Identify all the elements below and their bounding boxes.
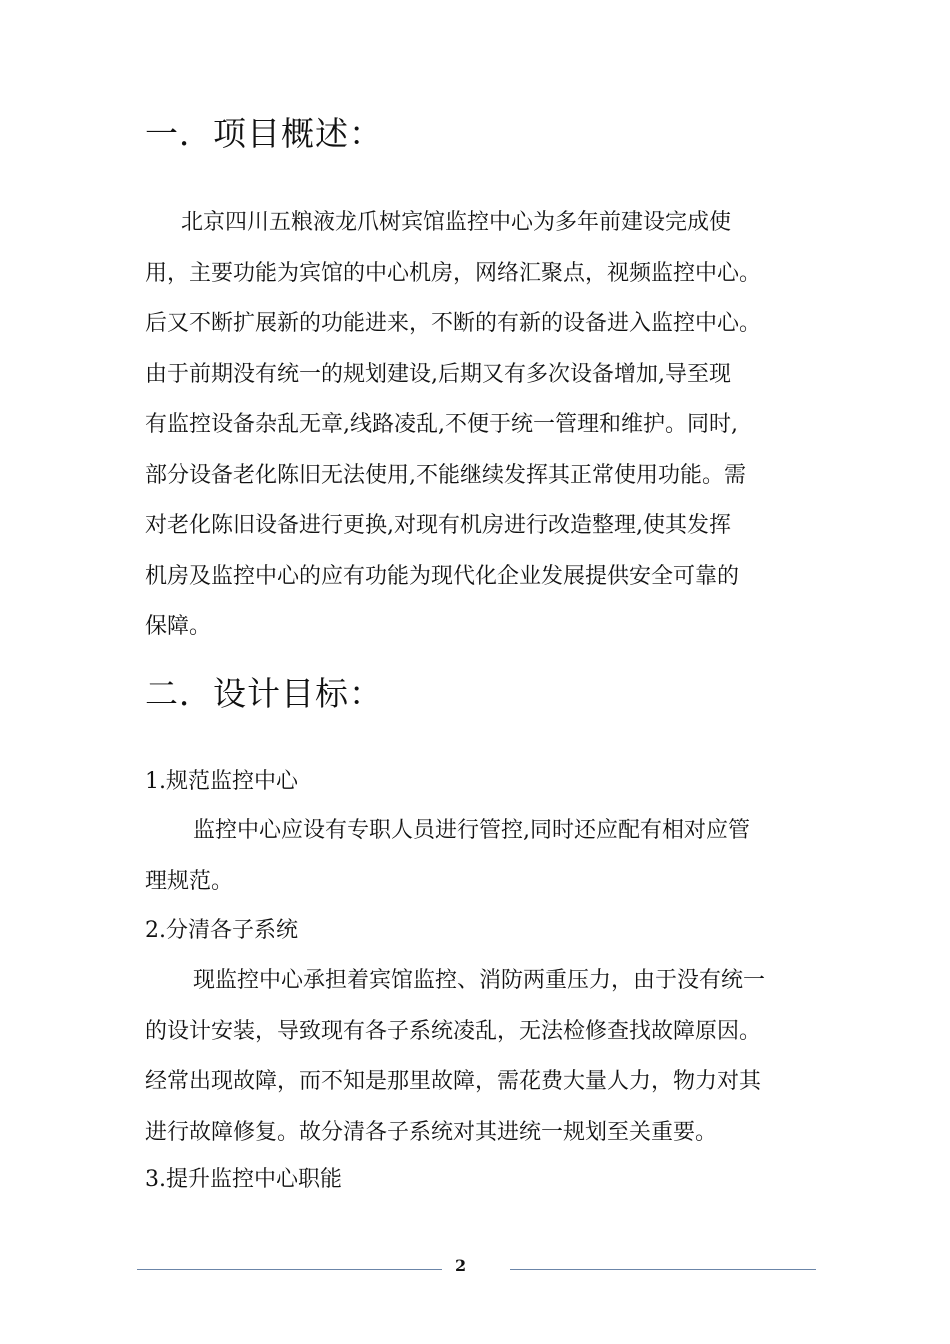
paragraph-line: 进行故障修复。故分清各子系统对其进统一规划至关重要。 — [145, 1119, 718, 1145]
page-number: 2 — [455, 1256, 467, 1275]
paragraph-line: 后又不断扩展新的功能进来，不断的有新的设备进入监控中心。 — [145, 311, 762, 336]
overview-paragraph — [145, 198, 845, 653]
paragraph-line: 有监控设备杂乱无章,线路凌乱,不便于统一管理和维护。同时, — [145, 412, 738, 437]
paragraph-line: 北京四川五粮液龙爪树宾馆监控中心为多年前建设完成使 — [181, 210, 732, 235]
paragraph-line: 由于前期没有统一的规划建设,后期又有多次设备增加,导至现 — [145, 361, 731, 387]
paragraph-line: 的设计安装，导致现有各子系统凌乱，无法检修查找故障原因。 — [145, 1018, 762, 1044]
subsection-title-3: 3.提升监控中心职能 — [145, 1167, 342, 1192]
section-heading-overview: 一．项目概述： — [145, 114, 383, 153]
paragraph-line: 对老化陈旧设备进行更换,对现有机房进行改造整理,使其发挥 — [145, 513, 731, 538]
paragraph-line: 用，主要功能为宾馆的中心机房，网络汇聚点，视频监控中心。 — [145, 260, 762, 286]
paragraph-line: 保障。 — [145, 614, 212, 639]
footer-rule-left — [137, 1269, 442, 1270]
paragraph-line: 经常出现故障，而不知是那里故障，需花费大量人力，物力对其 — [145, 1069, 762, 1094]
subsection-title-1: 1.规范监控中心 — [145, 769, 298, 794]
section-heading-design-goals: 二．设计目标： — [145, 674, 383, 713]
paragraph-line: 监控中心应设有专职人员进行管控,同时还应配有相对应管 — [193, 818, 750, 843]
paragraph-line: 机房及监控中心的应有功能为现代化企业发展提供安全可靠的 — [145, 563, 740, 589]
subsection-title-2: 2.分清各子系统 — [145, 918, 298, 943]
footer-rule-right — [510, 1269, 816, 1270]
paragraph-line: 理规范。 — [145, 868, 234, 894]
subsection-paragraph-1 — [145, 806, 845, 907]
paragraph-line: 现监控中心承担着宾馆监控、消防两重压力，由于没有统一 — [193, 968, 766, 993]
paragraph-line: 部分设备老化陈旧无法使用,不能继续发挥其正常使用功能。需 — [145, 462, 746, 488]
subsection-paragraph-2 — [145, 956, 845, 1158]
